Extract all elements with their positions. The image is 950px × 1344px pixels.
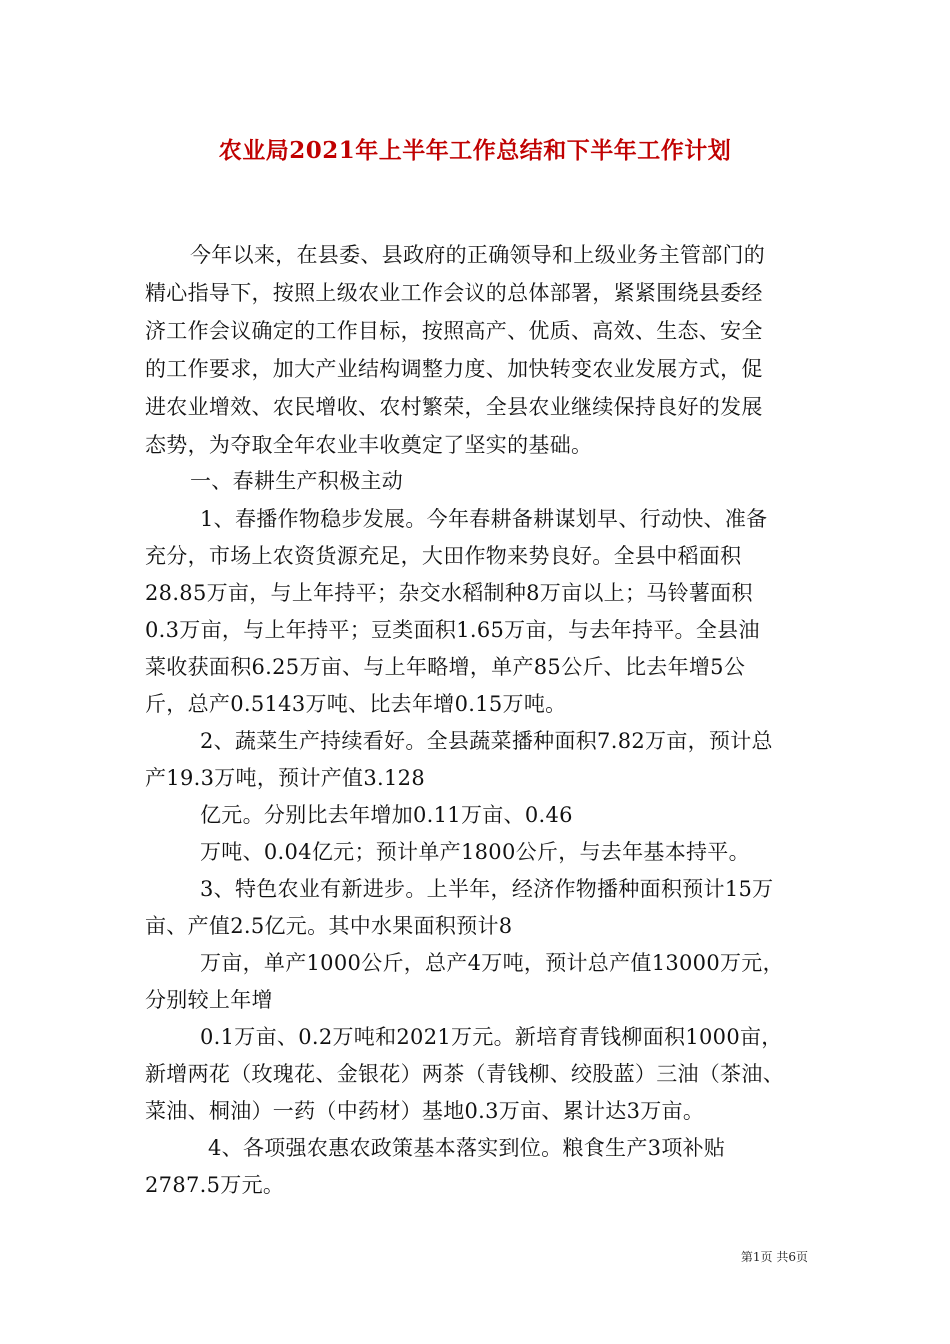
section-heading: 一、春耕生产积极主动 (190, 469, 403, 493)
paragraph-line: 万亩，单产1000公斤，总产4万吨，预计总产值13000万元， (200, 951, 784, 975)
paragraph-line: 进农业增效、农民增收、农村繁荣，全县农业继续保持良好的发展 (145, 395, 763, 419)
paragraph-line: 充分，市场上农资货源充足，大田作物来势良好。全县中稻面积 (145, 544, 742, 568)
paragraph-line: 的工作要求，加大产业结构调整力度、加快转变农业发展方式，促 (145, 357, 763, 381)
paragraph-line: 28.85万亩，与上年持平；杂交水稻制种8万亩以上；马铃薯面积 (145, 581, 753, 605)
paragraph-line: 产19.3万吨，预计产值3.128 (145, 766, 425, 790)
paragraph-line: 分别较上年增 (145, 988, 273, 1012)
paragraph-line: 2、蔬菜生产持续看好。全县蔬菜播种面积7.82万亩，预计总 (200, 729, 773, 753)
page-number-footer: 第1页 共6页 (740, 1250, 808, 1264)
paragraph-line: 今年以来，在县委、县政府的正确领导和上级业务主管部门的 (190, 243, 766, 267)
paragraph-line: 0.3万亩，与上年持平；豆类面积1.65万亩，与去年持平。全县油 (145, 618, 760, 642)
document-title: 农业局2021年上半年工作总结和下半年工作计划 (218, 137, 732, 164)
paragraph-line: 2787.5万元。 (145, 1173, 285, 1197)
paragraph-line: 亩、产值2.5亿元。其中水果面积预计8 (145, 914, 513, 938)
paragraph-line: 新增两花（玫瑰花、金银花）两茶（青钱柳、绞股蓝）三油（茶油、 (145, 1062, 784, 1086)
paragraph-line: 态势，为夺取全年农业丰收奠定了坚实的基础。 (145, 433, 593, 457)
paragraph-line: 3、特色农业有新进步。上半年，经济作物播种面积预计15万 (200, 877, 774, 901)
paragraph-line: 0.1万亩、0.2万吨和2021万元。新培育青钱柳面积1000亩， (200, 1025, 783, 1049)
paragraph-line: 菜油、桐油）一药（中药材）基地0.3万亩、累计达3万亩。 (145, 1099, 705, 1123)
paragraph-line: 亿元。分别比去年增加0.11万亩、0.46 (200, 803, 573, 827)
paragraph-line: 菜收获面积6.25万亩、与上年略增，单产85公斤、比去年增5公 (145, 655, 746, 679)
paragraph-line: 1、春播作物稳步发展。今年春耕备耕谋划早、行动快、准备 (200, 507, 768, 531)
paragraph-line: 精心指导下，按照上级农业工作会议的总体部署，紧紧围绕县委经 (145, 281, 763, 305)
paragraph-line: 济工作会议确定的工作目标，按照高产、优质、高效、生态、安全 (145, 319, 763, 343)
paragraph-line: 万吨、0.04亿元；预计单产1800公斤，与去年基本持平。 (200, 840, 750, 864)
paragraph-line: 斤，总产0.5143万吨、比去年增0.15万吨。 (145, 692, 567, 716)
paragraph-line: 4、各项强农惠农政策基本落实到位。粮食生产3项补贴 (208, 1136, 726, 1160)
